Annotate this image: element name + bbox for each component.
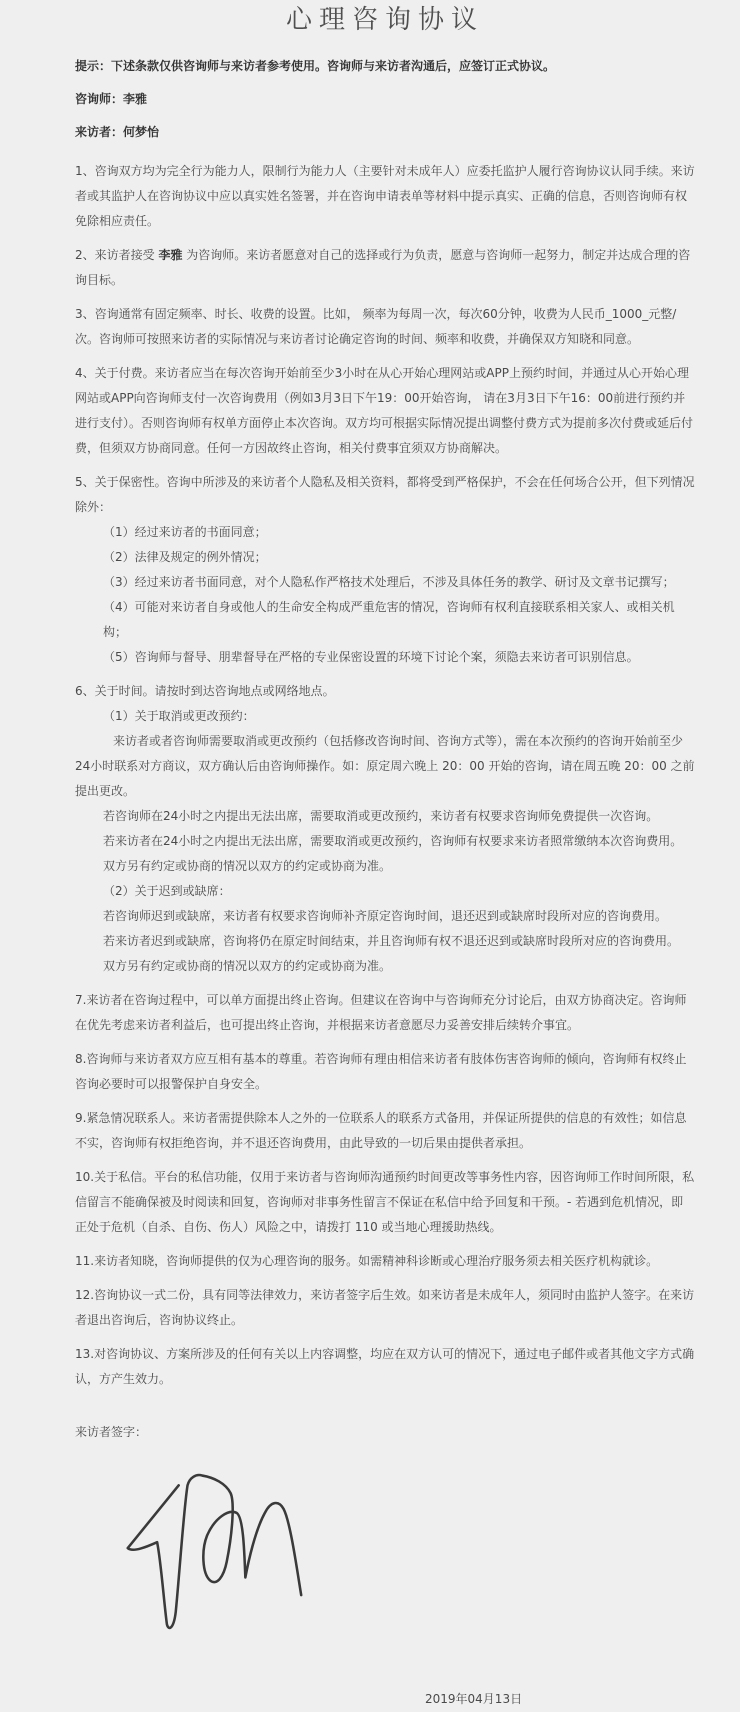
- clause-8: [75, 1047, 695, 1097]
- clause-5-item-3: （3）经过来访者书面同意，对个人隐私作严格技术处理后，不涉及具体任务的教学、研讨及文章书记撰写；: [103, 575, 675, 589]
- clause-4-text: 4、关于付费。来访者应当在每次咨询开始前至少3小时在从心开始心理网站或APP上预约时间，并通过从心开始心理网站或APP向咨询师支付一次咨询费用（例如3月3日下午19：00开始咨询， 请在3月3日下午16：00前进行预约并进行支付）。否则咨询师有权单方面停止本次咨询。双方均可根据实际情况提出调整付费方式为提前多次付费或延后付费，但须双方协商同意。任何一方因故终止咨询，相关付费事宜须双方协商解决。: [75, 366, 694, 455]
- clause-8-text: 8.咨询师与来访者双方应互相有基本的尊重。若咨询师有理由相信来访者有肢体伤害咨询师的倾向，咨询师有权终止咨询必要时可以报警保护自身安全。: [75, 1052, 687, 1091]
- clause-6-sub1-line-2: 若来访者在24小时之内提出无法出席，需要取消或更改预约，咨询师有权要求来访者照常缴纳本次咨询费用。: [103, 834, 683, 848]
- client-signature-label: 来访者签字：: [75, 1425, 148, 1439]
- clause-11-text: 11.来访者知晓，咨询师提供的仅为心理咨询的服务。如需精神科诊断或心理治疗服务须去相关医疗机构就诊。: [75, 1254, 659, 1268]
- page-title: 心理咨询协议: [285, 5, 484, 35]
- clause-9: [75, 1106, 695, 1156]
- clause-13: [75, 1342, 695, 1392]
- clause-10: [75, 1165, 695, 1240]
- clause-4: [75, 361, 695, 461]
- clause-12-text: 12.咨询协议一式二份，具有同等法律效力，来访者签字后生效。如来访者是未成年人，须同时由监护人签字。在来访者退出咨询后，咨询协议终止。: [75, 1288, 695, 1327]
- clause-7-text: 7.来访者在咨询过程中，可以单方面提出终止咨询。但建议在咨询中与咨询师充分讨论后，由双方协商决定。咨询师在优先考虑来访者利益后，也可提出终止咨询，并根据来访者意愿尽力妥善安排后续转介事宜。: [75, 993, 687, 1032]
- client-signature-drawing: [115, 1467, 311, 1637]
- notice-text: 提示：下述条款仅供咨询师与来访者参考使用。咨询师与来访者沟通后，应签订正式协议。: [75, 59, 556, 73]
- clause-5-item-2: （2）法律及规定的例外情况；: [103, 550, 267, 564]
- clause-5-item-4: （4）可能对来访者自身或他人的生命安全构成严重危害的情况，咨询师有权利直接联系相关家人、或相关机构；: [103, 600, 675, 639]
- clause-12: [75, 1283, 695, 1333]
- clause-6-sub2-line-1: 若咨询师迟到或缺席，来访者有权要求咨询师补齐原定咨询时间，退还迟到或缺席时段所对应的咨询费用。: [103, 909, 668, 923]
- clause-5-item-1: （1）经过来访者的书面同意；: [103, 525, 267, 539]
- clause-11: [75, 1249, 695, 1274]
- clause-6: [75, 679, 695, 979]
- clause-6-intro: 6、关于时间。请按时到达咨询地点或网络地点。: [75, 684, 335, 698]
- clause-2-suffix: 为咨询师。来访者愿意对自己的选择或行为负责，愿意与咨询师一起努力，制定并达成合理的咨询目标。: [75, 248, 691, 287]
- counselor-name-line: 咨询师：李雅: [75, 92, 148, 106]
- clause-5: [75, 470, 695, 670]
- clause-7: [75, 988, 695, 1038]
- client-name-line: 来访者：何梦怡: [75, 125, 160, 139]
- signature-date: 2019年04月13日: [425, 1692, 523, 1706]
- clause-2-prefix: 2、来访者接受: [75, 248, 159, 262]
- agreement-header: [75, 54, 695, 145]
- clause-1: [75, 159, 695, 234]
- clause-6-sub1-line-3: 双方另有约定或协商的情况以双方的约定或协商为准。: [103, 859, 392, 873]
- clause-5-item-5: （5）咨询师与督导、朋辈督导在严格的专业保密设置的环境下讨论个案，须隐去来访者可识别信息。: [103, 650, 639, 664]
- clause-13-text: 13.对咨询协议、方案所涉及的任何有关以上内容调整，均应在双方认可的情况下，通过电子邮件或者其他文字方式确认，方产生效力。: [75, 1347, 695, 1386]
- clause-3: [75, 302, 695, 352]
- clause-2: [75, 243, 695, 293]
- clause-6-sub1-line-1: 若咨询师在24小时之内提出无法出席，需要取消或更改预约，来访者有权要求咨询师免费提供一次咨询。: [103, 809, 659, 823]
- clause-10-text: 10.关于私信。平台的私信功能，仅用于来访者与咨询师沟通预约时间更改等事务性内容，因咨询师工作时间所限，私信留言不能确保被及时阅读和回复，咨询师对非事务性留言不保证在私信中给予回复和干预。- 若遇到危机情况，即正处于危机（自杀、自伤、伤人）风险之中，请拨打 110 或当地心理援助热线。: [75, 1170, 695, 1234]
- clause-9-text: 9.紧急情况联系人。来访者需提供除本人之外的一位联系人的联系方式备用，并保证所提供的信息的有效性；如信息不实，咨询师有权拒绝咨询，并不退还咨询费用，由此导致的一切后果由提供者承担。: [75, 1111, 687, 1150]
- clause-3-text: 3、咨询通常有固定频率、时长、收费的设置。比如， 频率为每周一次，每次60分钟，收费为人民币_1000_元整/次。咨询师可按照来访者的实际情况与来访者讨论确定咨询的时间、频率和收费，并确保双方知晓和同意。: [75, 307, 677, 346]
- clause-6-sub2-title: （2）关于迟到或缺席：: [103, 884, 231, 898]
- counselor-name-emphasis: 李雅: [158, 248, 183, 262]
- signature-svg: [115, 1467, 311, 1637]
- clause-6-sub1-body: 来访者或者咨询师需要取消或更改预约（包括修改咨询时间、咨询方式等），需在本次预约的咨询开始前至少24小时联系对方商议，双方确认后由咨询师操作。如：原定周六晚上 20：00 开始的咨询，请在周五晚 20：00 之前提出更改。: [75, 734, 695, 798]
- clause-1-text: 1、咨询双方均为完全行为能力人，限制行为能力人（主要针对未成年人）应委托监护人履行咨询协议认同手续。来访者或其监护人在咨询协议中应以真实姓名签署，并在咨询申请表单等材料中提示真实、正确的信息，否则咨询师有权免除相应责任。: [75, 164, 695, 228]
- clause-6-sub1-title: （1）关于取消或更改预约：: [103, 709, 255, 723]
- clause-2-text: [75, 243, 695, 293]
- clause-5-intro: 5、关于保密性。咨询中所涉及的来访者个人隐私及相关资料，都将受到严格保护，不会在任何场合公开，但下列情况除外：: [75, 475, 695, 514]
- clause-6-sub2-line-3: 双方另有约定或协商的情况以双方的约定或协商为准。: [103, 959, 392, 973]
- clause-6-sub2-line-2: 若来访者迟到或缺席，咨询将仍在原定时间结束，并且咨询师有权不退还迟到或缺席时段所对应的咨询费用。: [103, 934, 680, 948]
